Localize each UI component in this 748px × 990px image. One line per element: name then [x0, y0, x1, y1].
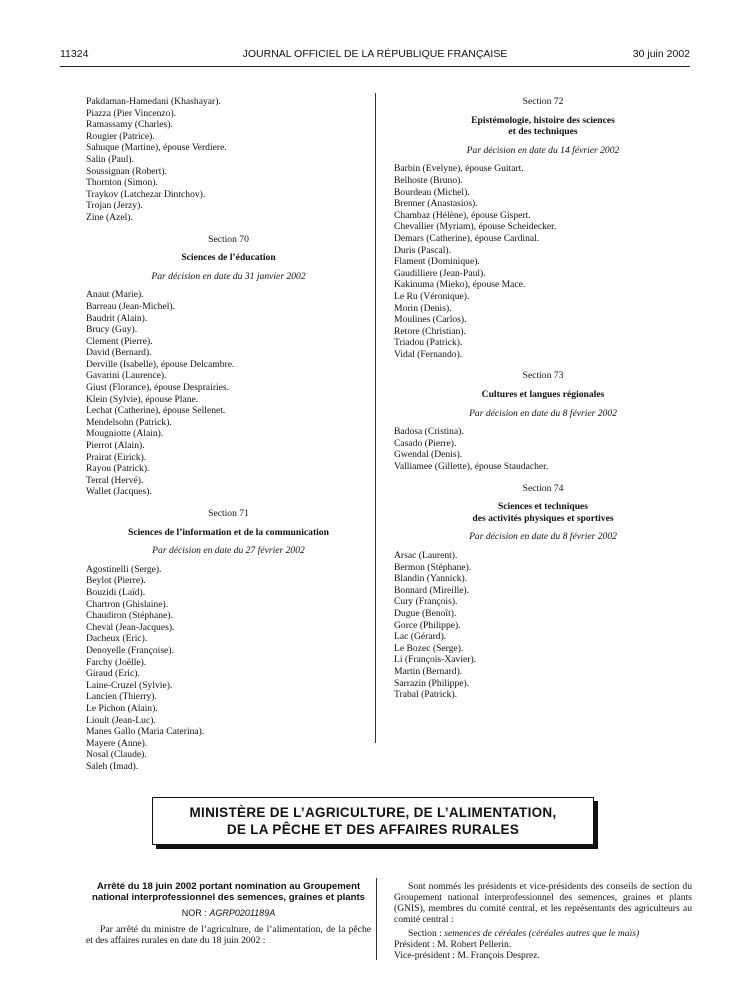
section-title: Cultures et langues régionales — [481, 389, 605, 401]
name-entry: Baudrit (Alain). — [86, 312, 148, 324]
name-entry: Lioult (Jean-Luc). — [86, 714, 156, 726]
name-entry: Casado (Pierre). — [394, 437, 457, 449]
name-entry: Traykov (Latchezar Dintchov). — [86, 188, 206, 200]
section-number: Section 72 — [522, 96, 564, 107]
name-entry: Piazza (Pier Vincenzo). — [86, 107, 177, 119]
section-title: Sciences de l’information et de la communication — [128, 526, 329, 538]
arrete-title: Arrêté du 18 juin 2002 portant nomination au Groupement national interprofessionnel des semences, graines et plants — [92, 881, 365, 903]
name-entry: David (Bernard). — [86, 347, 152, 359]
arrete-right-column — [394, 881, 692, 961]
name-entry: Duris (Pascal). — [394, 244, 452, 256]
name-entry: Mendelsohn (Patrick). — [86, 416, 172, 428]
name-entry: Trabal (Patrick). — [394, 689, 458, 701]
name-entry: Chambaz (Hélène), épouse Gispert. — [394, 209, 531, 221]
name-entry: Arsac (Laurent). — [394, 550, 458, 561]
name-entry: Le Bozec (Serge). — [394, 642, 464, 654]
section-title: Sciences et techniques des activités physiques et sportives — [472, 501, 614, 524]
name-entry: Salin (Paul). — [86, 153, 134, 165]
name-entry: Dugue (Benoît). — [394, 607, 457, 619]
name-entry: Sarrazin (Philippe). — [394, 677, 470, 689]
name-entry: Mougniotte (Alain). — [86, 428, 164, 440]
section-number: Section 74 — [522, 482, 564, 494]
name-entry: Le Pichon (Alain). — [86, 702, 158, 714]
name-entry: Gwendal (Denis). — [394, 449, 463, 461]
name-entry: Zine (Azel). — [86, 211, 133, 223]
name-entry: Lechat (Catherine), épouse Sellenet. — [86, 405, 226, 417]
section-decision: Par décision en date du 27 février 2002 — [152, 545, 305, 557]
name-entry: Flament (Dominique). — [394, 256, 480, 268]
name-entry: Farchy (Joëlle). — [86, 656, 147, 668]
name-entry: Badosa (Cristina). — [394, 426, 464, 438]
section-decision: Par décision en date du 14 février 2002 — [466, 144, 620, 156]
name-entry: Barbin (Evelyne), épouse Guitart. — [394, 163, 524, 175]
section-number: Section 73 — [522, 370, 564, 382]
name-entry: Cheval (Jean-Jacques). — [86, 621, 175, 633]
name-entry: Gavarini (Laurence). — [86, 370, 167, 382]
name-entry: Rougier (Patrice). — [86, 130, 155, 142]
name-entry: Pierrot (Alain). — [86, 440, 145, 452]
name-entry: Barreau (Jean-Michel). — [86, 300, 175, 312]
name-entry: Blandin (Yannick). — [394, 573, 468, 585]
arrete-intro: Par arrêté du ministre de l’agriculture, de l’alimentation, de la pêche et des affaires rurales en date du 18 juin 2002 : — [86, 924, 371, 946]
name-entry: Gaudilliere (Jean-Paul). — [394, 267, 486, 279]
name-entry: Cury (François). — [394, 596, 458, 608]
section-block — [394, 370, 692, 472]
section-decision: Par décision en date du 8 février 2002 — [469, 407, 617, 419]
arrete-vice-president: Vice-président : M. François Desprez. — [394, 950, 540, 961]
name-entry: Bouzidi (Laïd). — [86, 586, 146, 598]
column-divider — [375, 93, 376, 743]
name-entry: Soussignan (Robert). — [86, 165, 168, 177]
name-entry: Beylot (Pierre). — [86, 575, 146, 587]
name-entry: Manes Gallo (Maria Caterina). — [86, 726, 205, 738]
name-entry: Valliamee (Gillette), épouse Staudacher. — [394, 461, 549, 473]
arrete-body: Sont nommés les présidents et vice-présidents des conseils de section du Groupement national interprofessionnel des semences, graines et plants (GNIS), membres du comité central, et les représentants des agriculteurs au comité central : — [394, 881, 692, 925]
name-entry: Lac (Gérard). — [394, 631, 447, 643]
name-entry: Ramassamy (Charles). — [86, 119, 173, 131]
name-entry: Giust (Florance), épouse Desprairies. — [86, 382, 230, 394]
name-entry: Mayere (Anne). — [86, 737, 148, 749]
name-entry: Bourdeau (Michel). — [394, 186, 470, 198]
name-entry: Terral (Hervé). — [86, 474, 144, 486]
name-entry: Wallet (Jacques). — [86, 486, 152, 498]
name-entry: Brenner (Anastasios). — [394, 198, 478, 210]
section-block — [86, 508, 371, 772]
name-entry: Derville (Isabelle), épouse Delcambre. — [86, 358, 235, 370]
name-entry: Martin (Bernard). — [394, 665, 463, 677]
name-entry: Agostinelli (Serge). — [86, 563, 162, 575]
section-decision: Par décision en date du 8 février 2002 — [469, 531, 617, 543]
name-entry: Bermon (Stéphane). — [394, 561, 472, 573]
name-entry: Brucy (Guy). — [86, 324, 138, 336]
name-entry: Retore (Christian). — [394, 325, 466, 337]
name-entry: Vidal (Fernando). — [394, 348, 463, 360]
name-entry: Sahuque (Martine), épouse Verdiere. — [86, 142, 227, 154]
page-number: 11324 — [60, 48, 89, 60]
name-entry: Giraud (Eric). — [86, 668, 140, 680]
name-entry: Dacheux (Eric). — [86, 633, 148, 645]
section-number: Section 70 — [208, 233, 249, 245]
name-entry: Chartron (Ghislaine). — [86, 598, 169, 610]
name-entry: Gorce (Philippe). — [394, 619, 461, 631]
section-title: Sciences de l’éducation — [181, 252, 276, 264]
left-column — [86, 96, 371, 772]
name-entry: Thornton (Simon). — [86, 177, 158, 189]
arrete-section — [394, 928, 692, 939]
name-entry: Chevallier (Myriam), épouse Scheidecker. — [394, 221, 557, 233]
name-entry: Klein (Sylvie), épouse Plane. — [86, 393, 199, 405]
section-block — [394, 96, 692, 360]
section-block — [394, 483, 692, 701]
section-block — [86, 234, 371, 498]
section-title: Epistémologie, histoire des sciences et des techniques — [471, 114, 615, 138]
name-entry: Saleh (Imad). — [86, 760, 139, 772]
name-entry: Pakdaman-Hamedani (Khashayar). — [86, 96, 221, 107]
name-entry: Belhoste (Bruno). — [394, 174, 463, 186]
ministry-line-1: MINISTÈRE DE L’AGRICULTURE, DE L’ALIMENTATION, — [189, 805, 557, 820]
name-entry: Prairat (Eirick). — [86, 451, 147, 463]
section-label: Section : — [408, 928, 442, 939]
right-column — [394, 96, 692, 701]
name-entry: Trojan (Jerzy). — [86, 200, 143, 212]
name-entry: Bonnard (Mireille). — [394, 584, 470, 596]
name-entry: Anaut (Marie). — [86, 289, 144, 301]
name-entry: Triadou (Patrick). — [394, 337, 463, 349]
ministry-banner — [152, 797, 594, 845]
name-entry: Morin (Denis). — [394, 302, 452, 314]
name-entry: Moulines (Carlos). — [394, 314, 467, 326]
name-entry: Denoyelle (Françoise). — [86, 644, 174, 656]
issue-date: 30 juin 2002 — [632, 48, 690, 60]
name-entry: Laine-Cruzel (Sylvie). — [86, 679, 173, 691]
name-entry: Demars (Catherine), épouse Cardinal. — [394, 232, 540, 244]
nor-label: NOR : — [181, 908, 207, 918]
running-header — [60, 48, 690, 64]
name-entry: Chaudiron (Stéphane). — [86, 610, 173, 622]
journal-title: JOURNAL OFFICIEL DE LA RÉPUBLIQUE FRANÇAISE — [242, 48, 508, 60]
nor-reference — [86, 908, 371, 919]
arrete-left-column — [86, 881, 371, 946]
section-decision: Par décision en date du 31 janvier 2002 — [151, 270, 306, 282]
nor-code: AGRP0201189A — [209, 908, 276, 918]
section-number: Section 71 — [208, 508, 249, 519]
section-value: semences de céréales (céréales autres que le maïs) — [444, 928, 640, 939]
arrete-president: Président : M. Robert Pellerin. — [394, 939, 512, 950]
name-entry: Kakinuma (Mieko), épouse Mace. — [394, 279, 526, 291]
name-entry: Nosal (Claude). — [86, 749, 147, 761]
ministry-line-2: DE LA PÊCHE ET DES AFFAIRES RURALES — [226, 822, 520, 837]
name-entry: Li (François-Xavier). — [394, 654, 477, 666]
header-rule — [60, 66, 690, 67]
name-entry: Lancien (Thierry). — [86, 691, 157, 703]
bottom-column-divider — [376, 878, 377, 960]
name-entry: Le Ru (Véronique). — [394, 290, 470, 302]
name-entry: Clement (Pierre). — [86, 335, 153, 347]
name-entry: Rayou (Patrick). — [86, 463, 150, 475]
